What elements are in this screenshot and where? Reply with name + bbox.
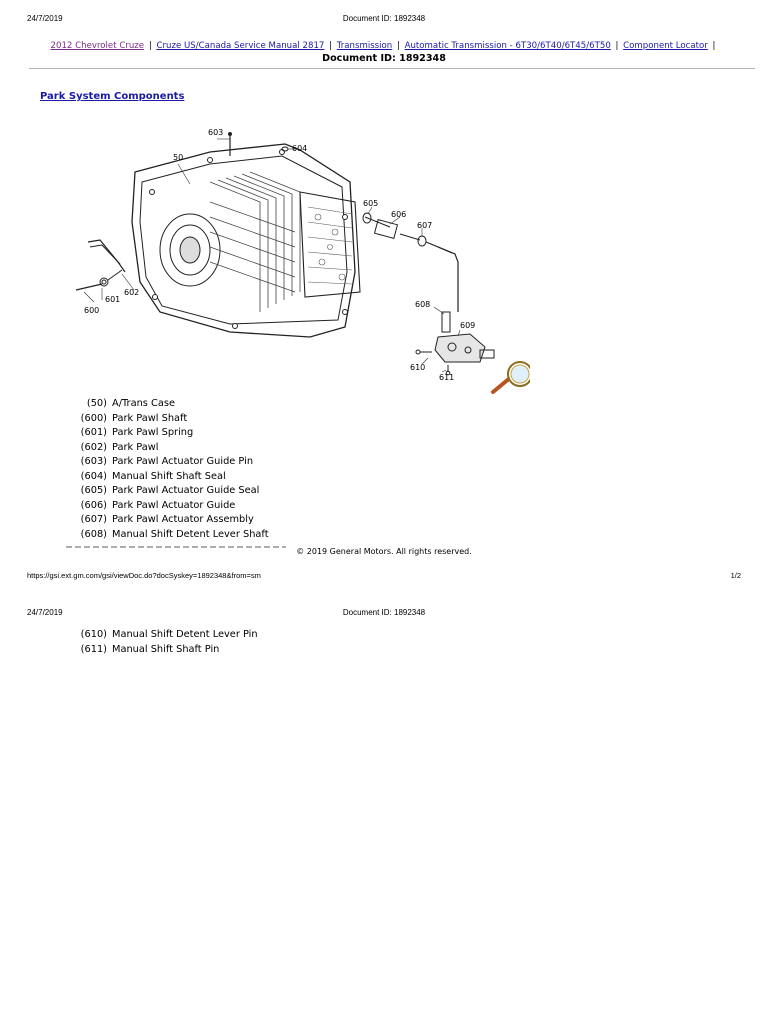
callout-606: 606 — [391, 210, 407, 219]
callout-603: 603 — [208, 128, 224, 137]
document-id: Document ID: 1892348 — [322, 53, 446, 64]
legend-code: (607) — [80, 514, 107, 525]
page-date: 24/7/2019 — [27, 14, 63, 23]
legend-code: (602) — [80, 441, 107, 453]
page-number: 1/2 — [730, 571, 741, 580]
callout-50: 50 — [173, 153, 184, 162]
legend-code: (611) — [80, 643, 107, 655]
breadcrumb-separator: | — [146, 41, 155, 51]
callout-601: 601 — [105, 295, 121, 304]
legend-code: (605) — [80, 485, 107, 496]
legend-code: (50) — [86, 398, 107, 409]
legend-row — [66, 412, 269, 427]
breadcrumb — [0, 41, 768, 51]
legend-name: Park Pawl Actuator Assembly — [112, 514, 254, 525]
breadcrumb-link[interactable]: Cruze US/Canada Service Manual 2817 — [156, 41, 325, 51]
legend-code: (604) — [80, 470, 107, 482]
page-doc-id: Document ID: 1892348 — [342, 14, 426, 23]
legend-name: A/Trans Case — [112, 398, 175, 409]
magnifier-icon[interactable] — [493, 362, 530, 392]
legend-row — [66, 643, 258, 658]
legend-row — [66, 484, 269, 499]
legend-name: Park Pawl — [112, 441, 159, 453]
legend-name: Manual Shift Detent Lever Pin — [112, 629, 258, 640]
legend-row — [66, 426, 269, 441]
diagram-callouts — [84, 128, 475, 382]
callout-600: 600 — [84, 306, 100, 315]
footer-url: https://gsi.ext.gm.com/gsi/viewDoc.do?docSyskey=1892348&from=sm — [27, 571, 261, 580]
legend-row — [66, 513, 269, 528]
legend-row — [66, 397, 269, 412]
park-system-diagram — [60, 122, 530, 397]
breadcrumb-separator: | — [709, 41, 716, 51]
legend-code: (610) — [80, 629, 107, 640]
divider — [29, 68, 755, 69]
section-title-link[interactable]: Park System Components — [40, 91, 185, 102]
callout-609: 609 — [460, 321, 476, 330]
legend-row — [66, 441, 269, 456]
breadcrumb-separator: | — [612, 41, 622, 51]
legend-row — [66, 628, 258, 643]
legend-code: (601) — [80, 427, 107, 438]
legend-row — [66, 528, 269, 543]
legend-name: Park Pawl Actuator Guide — [112, 499, 236, 511]
legend-name: Park Pawl Spring — [112, 427, 194, 438]
legend-name: Manual Shift Shaft Pin — [112, 643, 220, 655]
component-legend — [66, 397, 269, 542]
legend-code: (608) — [80, 528, 107, 540]
callout-604: 604 — [292, 144, 308, 153]
legend-name: Manual Shift Detent Lever Shaft — [112, 528, 269, 540]
legend-row — [66, 455, 269, 470]
copyright: © 2019 General Motors. All rights reserved. — [296, 547, 472, 556]
callout-611: 611 — [439, 373, 455, 382]
legend-row — [66, 499, 269, 514]
breadcrumb-link[interactable]: 2012 Chevrolet Cruze — [50, 41, 145, 51]
breadcrumb-separator: | — [326, 41, 335, 51]
component-legend-continued — [66, 628, 258, 657]
page2-doc-id: Document ID: 1892348 — [342, 608, 426, 617]
callout-610: 610 — [410, 363, 426, 372]
callout-602: 602 — [124, 288, 140, 297]
legend-name: Manual Shift Shaft Seal — [112, 470, 226, 482]
legend-code: (600) — [80, 412, 107, 424]
breadcrumb-link[interactable]: Transmission — [336, 41, 393, 51]
breadcrumb-link[interactable]: Component Locator — [623, 41, 708, 51]
legend-name: Park Pawl Actuator Guide Pin — [112, 456, 254, 467]
legend-row — [66, 470, 269, 485]
page2-date: 24/7/2019 — [27, 608, 63, 617]
legend-name: Park Pawl Actuator Guide Seal — [112, 485, 260, 496]
callout-605: 605 — [363, 199, 379, 208]
callout-607: 607 — [417, 221, 433, 230]
legend-code: (606) — [80, 499, 107, 511]
callout-608: 608 — [415, 300, 431, 309]
legend-name: Park Pawl Shaft — [112, 412, 188, 424]
breadcrumb-link[interactable]: Automatic Transmission - 6T30/6T40/6T45/6T50 — [404, 41, 611, 51]
breadcrumb-separator: | — [394, 41, 403, 51]
legend-code: (603) — [80, 456, 107, 467]
